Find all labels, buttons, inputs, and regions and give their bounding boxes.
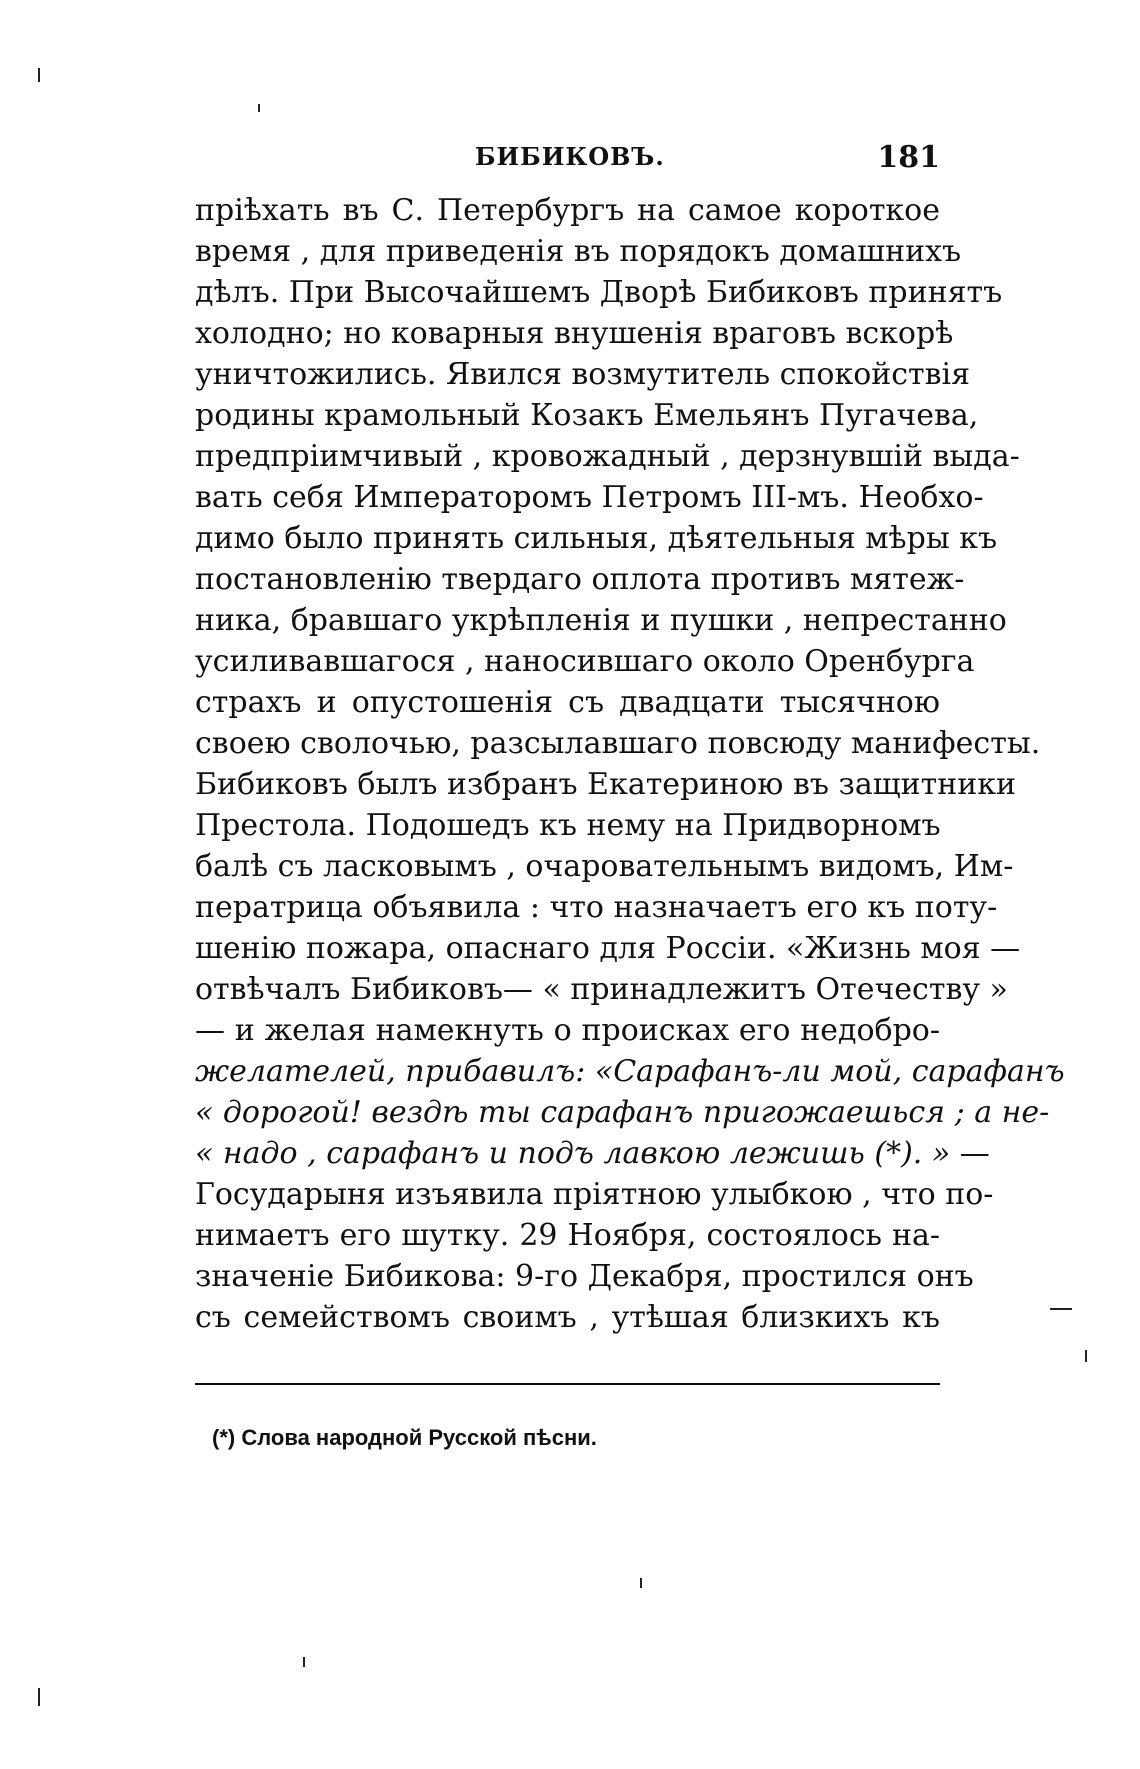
- text-line: — и желая намекнуть о происках его недобро-: [195, 1013, 940, 1048]
- footnote: (*) Слова народной Русской пѣсни.: [212, 1425, 597, 1450]
- text-line: съ семействомъ своимъ , утѣшая близкихъ къ: [195, 1300, 940, 1335]
- scan-speck: [303, 1657, 305, 1667]
- text-line: отвѣчалъ Бибиковъ— « принадлежитъ Отечеству »: [195, 972, 1008, 1007]
- text-line: Бибиковъ былъ избранъ Екатериною въ защитники: [195, 767, 1016, 802]
- text-line: вать себя Императоромъ Петромъ III-мъ. Необхо-: [195, 480, 984, 515]
- page-header: [195, 142, 940, 182]
- text-line: уничтожились. Явился возмутитель спокойствія: [195, 357, 971, 392]
- scan-speck: [1050, 1308, 1072, 1310]
- running-head: БИБИКОВЪ.: [475, 142, 665, 171]
- text-line: усиливавшагося , наносившаго около Оренбурга: [195, 644, 975, 679]
- text-line: значеніе Бибикова: 9-го Декабря, простился онъ: [195, 1259, 974, 1294]
- text-line: предпріимчивый , кровожадный , дерзнувшій выда-: [195, 439, 1020, 474]
- text-line: пріѣхать въ С. Петербургъ на самое короткое: [195, 193, 940, 228]
- body-text: [195, 190, 1065, 1338]
- text-line: страхъ и опустошенія съ двадцати тысячною: [195, 685, 940, 720]
- scan-speck: [1085, 1350, 1087, 1362]
- text-line: балѣ съ ласковымъ , очаровательнымъ видомъ, Им-: [195, 849, 1014, 884]
- text-line: дѣлъ. При Высочайшемъ Дворѣ Бибиковъ принятъ: [195, 275, 1003, 310]
- text-line: холодно; но коварныя внушенія враговъ вскорѣ: [195, 316, 954, 351]
- footnote-separator-rule: [195, 1383, 940, 1385]
- text-line: своею сволочью, разсылавшаго повсюду манифесты.: [195, 726, 1041, 761]
- text-line: родины крамольный Козакъ Емельянъ Пугачева,: [195, 398, 979, 433]
- text-line: постановленію твердаго оплота противъ мятеж-: [195, 562, 965, 597]
- text-line: ника, бравшаго укрѣпленія и пушки , непрестанно: [195, 603, 1007, 638]
- page-number: 181: [877, 140, 940, 175]
- text-line: нимаетъ его шутку. 29 Ноября, состоялось на-: [195, 1218, 940, 1253]
- text-line: « надо , сарафанъ и подъ лавкою лежишь (*). » —: [195, 1136, 990, 1171]
- text-line: шенію пожара, опаснаго для Россіи. «Жизнь моя —: [195, 931, 1021, 966]
- scan-speck: [38, 1688, 40, 1706]
- text-line: димо было принять сильныя, дѣятельныя мѣры къ: [195, 521, 998, 556]
- scan-speck: [258, 104, 260, 112]
- text-line: время , для приведенія въ порядокъ домашнихъ: [195, 234, 962, 269]
- text-line: Престола. Подошедъ къ нему на Придворномъ: [195, 808, 941, 843]
- text-line: Государыня изъявила пріятною улыбкою , что по-: [195, 1177, 994, 1212]
- text-line: ператрица объявила : что назначаетъ его къ поту-: [195, 890, 998, 925]
- scan-speck: [640, 1578, 642, 1588]
- text-line: желателей, прибавилъ: «Сарафанъ-ли мой, сарафанъ: [195, 1054, 1065, 1089]
- scan-speck: [38, 68, 40, 82]
- text-line: « дорогой! вездѣ ты сарафанъ пригожаешься ; а не-: [195, 1095, 1050, 1130]
